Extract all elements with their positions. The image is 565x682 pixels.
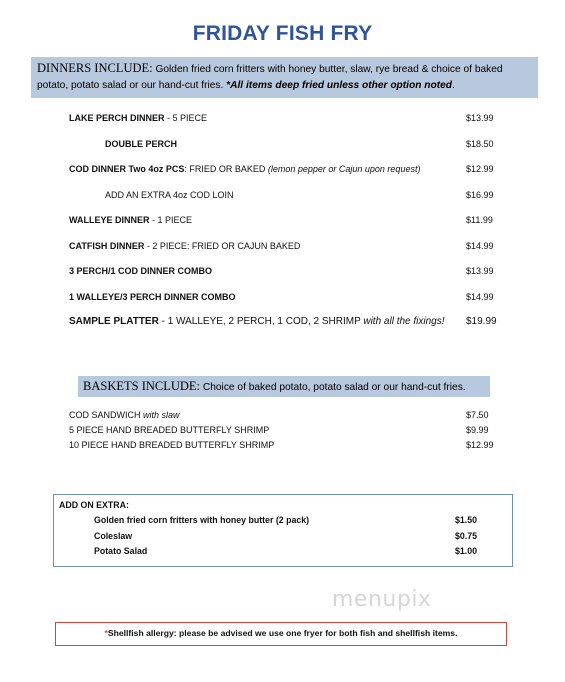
menu-item-row	[0, 315, 565, 329]
menu-item-price: $13.99	[466, 113, 494, 123]
deep-fried-note: *All items deep fried unless other option noted	[226, 80, 453, 91]
basket-item-row	[0, 438, 565, 452]
menu-item-row	[0, 264, 565, 278]
add-on-item-row	[0, 529, 565, 543]
add-on-item-row	[0, 513, 565, 527]
watermark-logo: menupix	[332, 587, 432, 612]
menu-item-name: DOUBLE PERCH	[105, 139, 178, 149]
basket-item-price: $7.50	[466, 410, 489, 420]
menu-item-price: $11.99	[466, 215, 493, 225]
allergy-notice	[55, 622, 507, 646]
basket-item-name: 10 PIECE HAND BREADED BUTTERFLY SHRIMP	[69, 440, 275, 450]
menu-item-row	[0, 162, 565, 176]
page-title: FRIDAY FISH FRY	[192, 22, 373, 45]
basket-item-price: $12.99	[466, 440, 494, 450]
menu-item-name: CATFISH DINNER - 2 PIECE: FRIED OR CAJUN BAKED	[69, 241, 301, 251]
allergy-text: Shellfish allergy: please be advised we use one fryer for both fish and shellfish items.	[107, 628, 458, 638]
basket-item-row	[0, 423, 565, 437]
baskets-include-banner	[78, 376, 490, 397]
menu-item-price: $12.99	[466, 164, 494, 174]
menu-item-price: $13.99	[466, 266, 494, 276]
baskets-include-description: Choice of baked potato, potato salad or our hand-cut fries.	[200, 382, 466, 393]
menu-item-name: 1 WALLEYE/3 PERCH DINNER COMBO	[69, 292, 236, 302]
baskets-include-text	[83, 379, 485, 395]
add-on-item-name: Potato Salad	[94, 546, 148, 556]
menu-item-name: COD DINNER Two 4oz PCS: FRIED OR BAKED (lemon pepper or Cajun upon request)	[69, 164, 421, 174]
basket-item-name: COD SANDWICH with slaw	[69, 410, 180, 420]
dinners-include-text	[37, 60, 532, 94]
basket-item-name: 5 PIECE HAND BREADED BUTTERFLY SHRIMP	[69, 425, 270, 435]
menu-item-price: $19.99	[466, 316, 497, 327]
menu-item-name: WALLEYE DINNER - 1 PIECE	[69, 215, 193, 225]
add-on-heading: ADD ON EXTRA:	[59, 500, 129, 510]
menu-item-row	[0, 111, 565, 125]
baskets-include-heading: BASKETS INCLUDE:	[83, 379, 201, 393]
menu-item-price: $14.99	[466, 241, 494, 251]
dinners-include-description: Golden fried corn fritters with honey butter, slaw, rye bread & choice of baked potato, potato salad or our hand-cut fries.	[37, 64, 503, 91]
basket-item-row	[0, 408, 565, 422]
menu-item-name: ADD AN EXTRA 4oz COD LOIN	[105, 190, 234, 200]
dinners-include-heading: DINNERS INCLUDE:	[37, 61, 153, 75]
menu-item-price: $14.99	[466, 292, 494, 302]
menu-item-price: $16.99	[466, 190, 494, 200]
add-on-item-price: $1.50	[455, 515, 478, 525]
add-on-item-row	[0, 544, 565, 558]
menu-item-name: LAKE PERCH DINNER - 5 PIECE	[69, 113, 208, 123]
add-on-item-name: Golden fried corn fritters with honey butter (2 pack)	[94, 515, 310, 525]
menu-item-row	[0, 137, 565, 151]
add-on-item-price: $1.00	[455, 546, 478, 556]
menu-item-price: $18.50	[466, 139, 494, 149]
menu-item-row	[0, 290, 565, 304]
deep-fried-note-end: .	[452, 80, 455, 91]
menu-item-name: SAMPLE PLATTER - 1 WALLEYE, 2 PERCH, 1 COD, 2 SHRIMP with all the fixings!	[69, 316, 445, 327]
menu-item-row	[0, 213, 565, 227]
basket-item-price: $9.99	[466, 425, 489, 435]
allergy-asterisk: *	[104, 628, 108, 638]
menu-item-name: 3 PERCH/1 COD DINNER COMBO	[69, 266, 213, 276]
add-on-item-price: $0.75	[455, 531, 478, 541]
add-on-item-name: Coleslaw	[94, 531, 133, 541]
menu-item-row	[0, 239, 565, 253]
menu-item-row	[0, 188, 565, 202]
dinners-include-banner	[31, 57, 538, 98]
